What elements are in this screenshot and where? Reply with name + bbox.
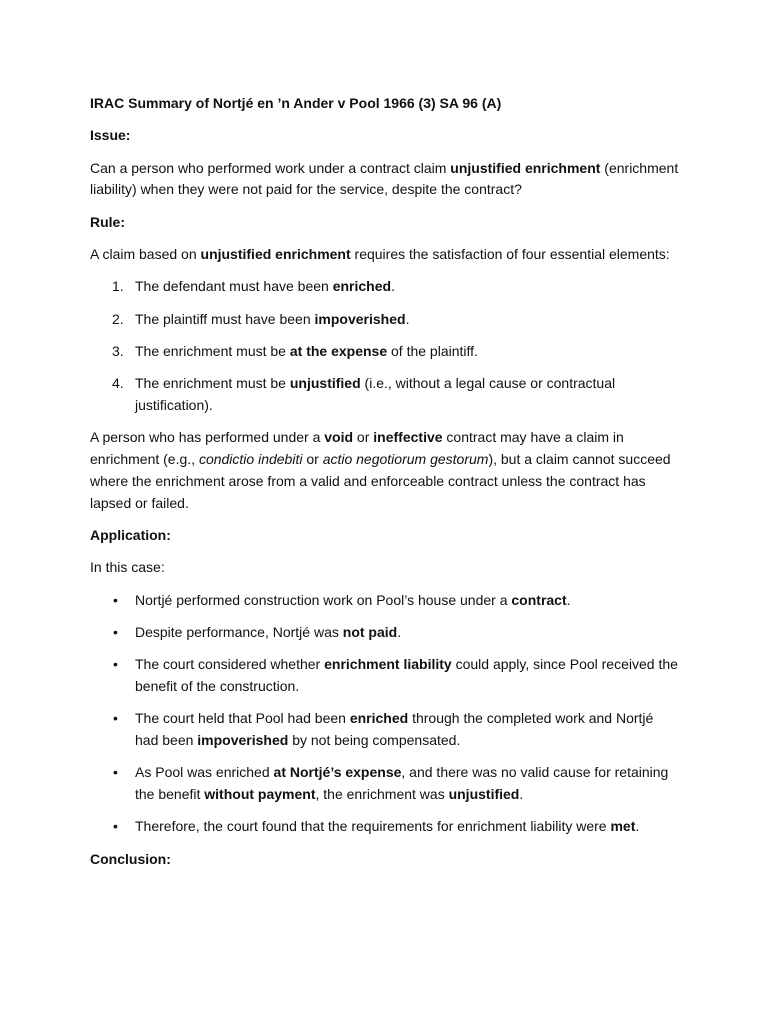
bold-text: enriched	[332, 278, 392, 295]
document-body	[90, 93, 680, 881]
list-item	[90, 816, 680, 838]
list-item-text: The court considered whether enrichment liability could apply, since Pool received the benefit of the construction.	[135, 656, 678, 694]
italic-text: condictio indebiti	[198, 451, 303, 468]
document-title: IRAC Summary of Nortjé en ’n Ander v Pool 1966 (3) SA 96 (A)	[90, 95, 502, 111]
list-item	[90, 654, 680, 698]
rule-element	[90, 276, 680, 298]
rule-intro: A claim based on unjustified enrichment requires the satisfaction of four essential elements:	[90, 245, 670, 262]
list-item	[90, 762, 680, 806]
bold-text: unjustified enrichment	[450, 159, 601, 176]
italic-text: actio negotiorum gestorum	[322, 451, 489, 468]
bold-text: unjustified	[448, 786, 520, 803]
list-item	[90, 590, 680, 612]
list-item-text: As Pool was enriched at Nortjé’s expense, and there was no valid cause for retaining the benefit without payment, the enrichment was unjustified.	[135, 764, 669, 803]
rule-element-text: The enrichment must be unjustified (i.e., without a legal cause or contractual justification).	[135, 375, 616, 413]
rule-elements-list	[90, 276, 680, 416]
bold-text: unjustified enrichment	[200, 245, 351, 262]
rule-element	[90, 309, 680, 331]
bold-text: at Nortjé’s expense	[273, 764, 402, 781]
rule-element-text: The enrichment must be at the expense of the plaintiff.	[135, 342, 478, 359]
rule-heading: Rule:	[90, 213, 125, 230]
conclusion-heading: Conclusion:	[90, 850, 171, 867]
list-number: 3.	[112, 342, 124, 359]
list-item-text: The court held that Pool had been enriched through the completed work and Nortjé had been impoverished by not being compensated.	[135, 710, 654, 749]
list-item-text: Nortjé performed construction work on Pool’s house under a contract.	[135, 591, 571, 608]
bullet-icon: •	[113, 623, 118, 640]
list-number: 1.	[112, 278, 124, 295]
list-item-text: Despite performance, Nortjé was not paid.	[135, 623, 402, 640]
bold-text: at the expense	[289, 342, 388, 359]
list-item-text: Therefore, the court found that the requirements for enrichment liability were met.	[135, 818, 640, 835]
bold-text: impoverished	[197, 732, 289, 749]
bold-text: unjustified	[289, 375, 361, 392]
bold-text: contract	[511, 591, 567, 608]
rule-element	[90, 341, 680, 363]
rule-element	[90, 373, 680, 417]
bold-text: without payment	[204, 786, 316, 803]
bold-text: enriched	[349, 710, 409, 727]
bullet-icon: •	[113, 764, 118, 781]
rule-followup: A person who has performed under a void or ineffective contract may have a claim in enrichment (e.g., condictio indebiti or actio negotiorum gestorum), but a claim cannot succeed where the enrichment arose from a valid and enforceable contract unless the contract has lapsed or failed.	[90, 429, 671, 511]
bullet-icon: •	[113, 656, 118, 673]
rule-element-text: The defendant must have been enriched.	[135, 278, 395, 295]
application-bullets	[90, 590, 680, 839]
list-item	[90, 708, 680, 752]
bold-text: met	[610, 818, 636, 835]
bold-text: ineffective	[373, 429, 443, 446]
bold-text: impoverished	[314, 310, 406, 327]
list-number: 2.	[112, 310, 124, 327]
application-intro: In this case:	[90, 559, 165, 576]
list-number: 4.	[112, 375, 124, 392]
bullet-icon: •	[113, 818, 118, 835]
issue-text: Can a person who performed work under a contract claim unjustified enrichment (enrichment liability) when they were not paid for the service, despite the contract?	[90, 159, 679, 198]
bold-text: enrichment liability	[324, 656, 452, 673]
bullet-icon: •	[113, 710, 118, 727]
issue-heading: Issue:	[90, 127, 131, 144]
rule-element-text: The plaintiff must have been impoverished.	[135, 310, 410, 327]
bullet-icon: •	[113, 591, 118, 608]
bold-text: void	[324, 429, 354, 446]
application-heading: Application:	[90, 526, 171, 543]
bold-text: not paid	[342, 623, 398, 640]
list-item	[90, 622, 680, 644]
